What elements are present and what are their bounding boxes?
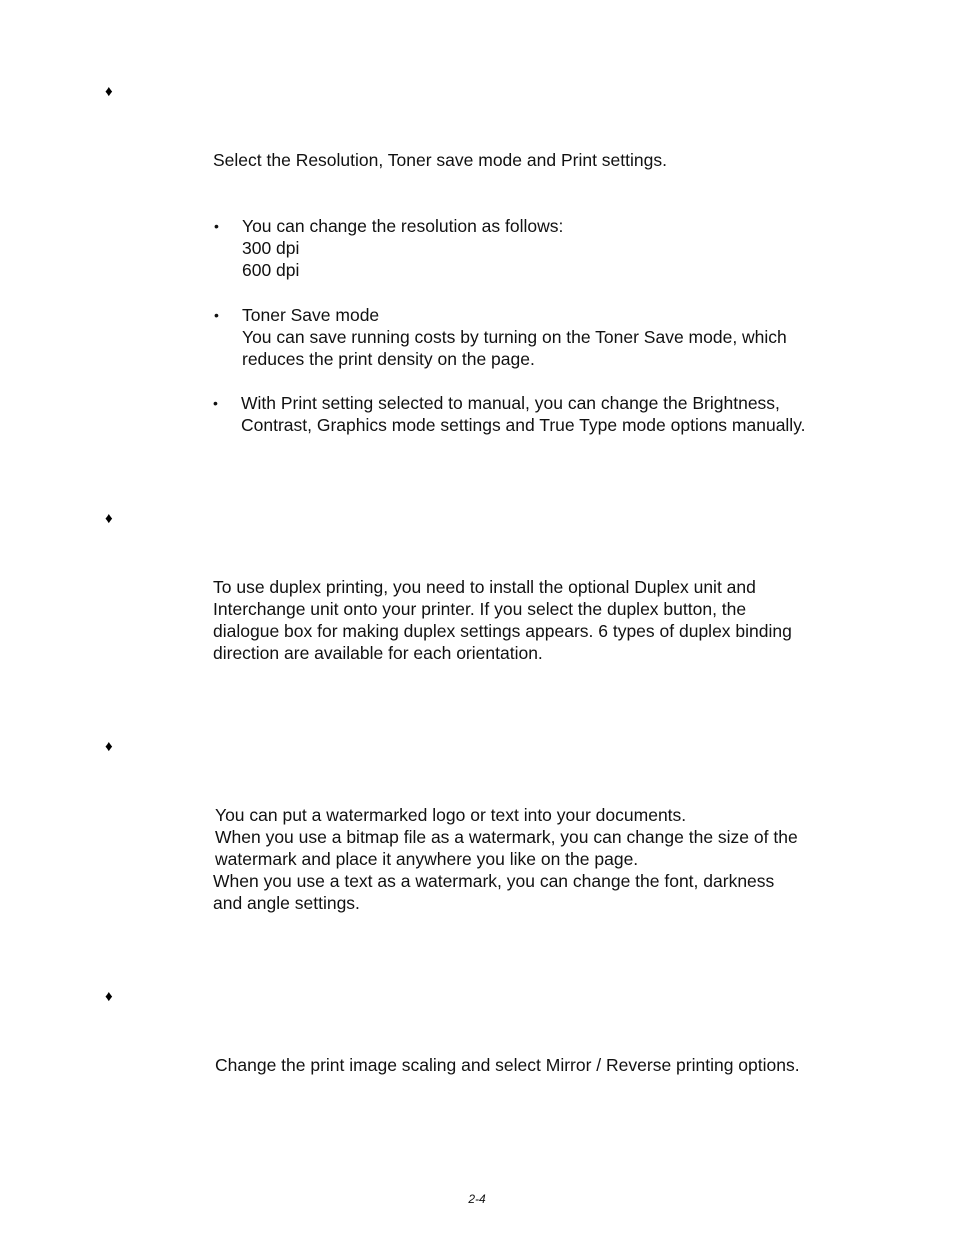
bullet-line: 600 dpi	[242, 260, 300, 280]
bullet-line: Contrast, Graphics mode settings and True Type mode options manually.	[241, 415, 806, 435]
duplex-paragraph: To use duplex printing, you need to install the optional Duplex unit and Interchange unit onto your printer. If you select the duplex button, the dialogue box for making duplex settings appears. 6 types of duplex binding direction are available for each orientation.	[213, 577, 792, 663]
bullet-line: reduces the print density on the page.	[242, 349, 535, 369]
watermark-paragraph: You can put a watermarked logo or text into your documents. When you use a bitmap file as a watermark, you can change the size of the watermark and place it anywhere you like on the page. When you use a text as a watermark, you can change the font, darkness and angle settings.	[213, 805, 798, 913]
section-1-intro: Select the Resolution, Toner save mode and Print settings.	[213, 150, 667, 170]
bullet-line: You can save running costs by turning on the Toner Save mode, which	[242, 327, 787, 347]
bullet-line: Toner Save mode	[242, 305, 380, 325]
bullet-line: You can change the resolution as follows:	[242, 216, 564, 236]
bullet-icon: •	[213, 395, 218, 411]
bullet-line: 300 dpi	[242, 238, 300, 258]
page-number: 2-4	[468, 1192, 486, 1206]
section-3-marker-icon: ♦	[105, 738, 113, 755]
bullet-icon: •	[214, 218, 219, 234]
section-4-marker-icon: ♦	[105, 988, 113, 1005]
scaling-paragraph: Change the print image scaling and select Mirror / Reverse printing options.	[215, 1055, 800, 1075]
bullet-icon: •	[214, 307, 219, 323]
section-1-marker-icon: ♦	[105, 83, 113, 100]
section-2-marker-icon: ♦	[105, 510, 113, 527]
bullet-line: With Print setting selected to manual, you can change the Brightness,	[241, 393, 780, 413]
